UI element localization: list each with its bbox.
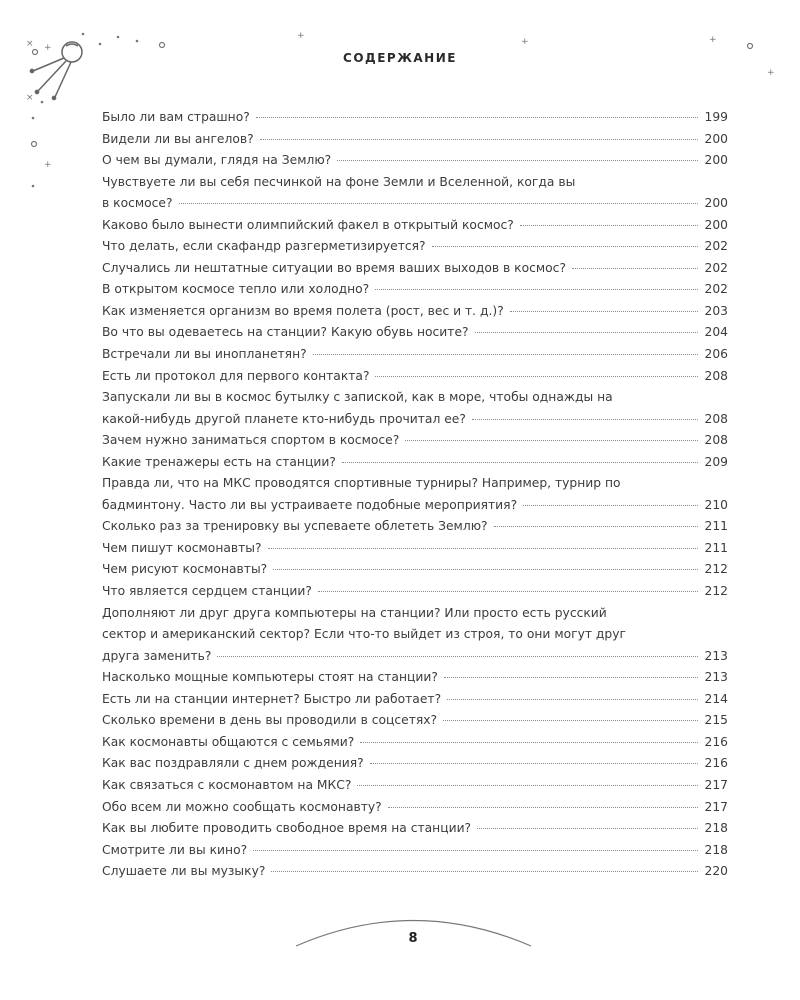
toc-entry[interactable] bbox=[102, 366, 728, 388]
toc-page-number: 203 bbox=[704, 303, 728, 318]
toc-entry-text: Чем пишут космонавты? bbox=[102, 540, 262, 555]
toc-page-number: 200 bbox=[704, 153, 728, 168]
toc-entry-text: Каково было вынести олимпийский факел в открытый космос? bbox=[102, 217, 514, 232]
toc-entry-text: Насколько мощные компьютеры стоят на станции? bbox=[102, 670, 438, 685]
dot-leader bbox=[447, 699, 698, 700]
toc-entry-text: Что делать, если скафандр разгерметизируется? bbox=[102, 239, 426, 254]
dot-leader bbox=[375, 289, 698, 290]
toc-page-number: 208 bbox=[704, 433, 728, 448]
toc-entry-text: Во что вы одеваетесь на станции? Какую обувь носите? bbox=[102, 325, 469, 340]
dot-leader bbox=[477, 828, 698, 829]
dot-leader bbox=[271, 871, 698, 872]
svg-text:×: × bbox=[26, 39, 34, 49]
toc-entry[interactable] bbox=[102, 797, 728, 819]
toc-entry-text: Чем рисуют космонавты? bbox=[102, 562, 268, 577]
toc-entry-text: Сколько времени в день вы проводили в соцсетях? bbox=[102, 713, 438, 728]
toc-entry-text: Смотрите ли вы кино? bbox=[102, 842, 248, 857]
toc-page-number: 199 bbox=[704, 110, 728, 124]
dot-leader bbox=[342, 462, 698, 463]
svg-text:+: + bbox=[709, 35, 717, 45]
toc-entry[interactable] bbox=[102, 861, 728, 883]
toc-entry-text: Чувствуете ли вы себя песчинкой на фоне Земли и Вселенной, когда вы bbox=[102, 174, 576, 189]
dot-leader bbox=[475, 332, 698, 333]
toc-entry[interactable] bbox=[102, 172, 728, 215]
dot-leader bbox=[443, 720, 698, 721]
dot-leader bbox=[405, 440, 698, 441]
toc-page-number: 202 bbox=[704, 260, 728, 275]
toc-entry[interactable] bbox=[102, 301, 728, 323]
toc-page-number: 213 bbox=[704, 648, 728, 663]
toc-entry-text: Как изменяется организм во время полета (рост, вес и т. д.)? bbox=[102, 303, 504, 318]
toc-page-number: 211 bbox=[704, 519, 728, 534]
toc-entry[interactable] bbox=[102, 538, 728, 560]
toc-entry-text: Есть ли протокол для первого контакта? bbox=[102, 368, 370, 383]
toc-entry-text: Запускали ли вы в космос бутылку с запиской, как в море, чтобы однажды на bbox=[102, 390, 613, 405]
toc-entry[interactable] bbox=[102, 818, 728, 840]
toc-entry[interactable] bbox=[102, 344, 728, 366]
toc-entry[interactable] bbox=[102, 603, 728, 668]
toc-page-number: 217 bbox=[704, 777, 728, 792]
toc-page-number: 220 bbox=[704, 864, 728, 879]
toc-entry[interactable] bbox=[102, 667, 728, 689]
toc-entry[interactable] bbox=[102, 516, 728, 538]
toc-entry-text: В открытом космосе тепло или холодно? bbox=[102, 282, 370, 297]
dot-leader bbox=[256, 117, 698, 118]
svg-text:+: + bbox=[44, 43, 52, 53]
toc-page-number: 200 bbox=[704, 131, 728, 146]
table-of-contents bbox=[102, 107, 728, 883]
dot-leader bbox=[260, 139, 698, 140]
toc-entry-text: Как вы любите проводить свободное время на станции? bbox=[102, 821, 472, 836]
toc-entry[interactable] bbox=[102, 430, 728, 452]
toc-entry[interactable] bbox=[102, 689, 728, 711]
toc-entry[interactable] bbox=[102, 473, 728, 516]
dot-leader bbox=[520, 225, 698, 226]
toc-entry[interactable] bbox=[102, 559, 728, 581]
svg-text:+: + bbox=[44, 160, 52, 170]
toc-entry[interactable] bbox=[102, 150, 728, 172]
dot-leader bbox=[217, 656, 698, 657]
dot-leader bbox=[494, 526, 698, 527]
toc-entry-text: Обо всем ли можно сообщать космонавту? bbox=[102, 799, 382, 814]
toc-entry-text: О чем вы думали, глядя на Землю? bbox=[102, 153, 332, 168]
toc-entry[interactable] bbox=[102, 710, 728, 732]
page-number: 8 bbox=[408, 931, 418, 946]
toc-page-number: 213 bbox=[704, 670, 728, 685]
toc-page-number: 208 bbox=[704, 368, 728, 383]
toc-page-number: 202 bbox=[704, 239, 728, 254]
toc-entry[interactable] bbox=[102, 215, 728, 237]
dot-leader bbox=[357, 785, 698, 786]
toc-entry-text: в космосе? bbox=[102, 196, 173, 211]
toc-page-number: 216 bbox=[704, 756, 728, 771]
dot-leader bbox=[179, 203, 698, 204]
toc-entry-text: Видели ли вы ангелов? bbox=[102, 131, 254, 146]
toc-entry-text: Как космонавты общаются с семьями? bbox=[102, 734, 355, 749]
toc-page-number: 209 bbox=[704, 454, 728, 469]
toc-entry-text: Дополняют ли друг друга компьютеры на станции? Или просто есть русский bbox=[102, 605, 607, 620]
toc-entry-text: бадминтону. Часто ли вы устраиваете подобные мероприятия? bbox=[102, 497, 518, 512]
dot-leader bbox=[375, 376, 698, 377]
toc-page-number: 218 bbox=[704, 821, 728, 836]
dot-leader bbox=[370, 763, 698, 764]
toc-entry[interactable] bbox=[102, 387, 728, 430]
toc-page-number: 210 bbox=[704, 497, 728, 512]
toc-entry[interactable] bbox=[102, 322, 728, 344]
toc-entry-text: Какие тренажеры есть на станции? bbox=[102, 454, 336, 469]
svg-text:+: + bbox=[297, 31, 305, 41]
toc-entry-text: Встречали ли вы инопланетян? bbox=[102, 347, 307, 362]
toc-page-number: 212 bbox=[704, 562, 728, 577]
dot-leader bbox=[472, 419, 698, 420]
toc-entry-text: Зачем нужно заниматься спортом в космосе? bbox=[102, 433, 400, 448]
toc-entry[interactable] bbox=[102, 279, 728, 301]
toc-entry-text: Было ли вам страшно? bbox=[102, 110, 250, 124]
dot-leader bbox=[268, 548, 698, 549]
toc-page-number: 217 bbox=[704, 799, 728, 814]
toc-entry[interactable] bbox=[102, 236, 728, 258]
svg-text:+: + bbox=[521, 37, 529, 47]
dot-leader bbox=[360, 742, 698, 743]
dot-leader bbox=[444, 677, 698, 678]
toc-entry-text: Как вас поздравляли с днем рождения? bbox=[102, 756, 364, 771]
toc-entry[interactable] bbox=[102, 258, 728, 280]
dot-leader bbox=[432, 246, 698, 247]
dot-leader bbox=[313, 354, 698, 355]
toc-entry[interactable] bbox=[102, 452, 728, 474]
toc-page-number: 208 bbox=[704, 411, 728, 426]
toc-page-number: 211 bbox=[704, 540, 728, 555]
dot-leader bbox=[337, 160, 698, 161]
dot-leader bbox=[572, 268, 698, 269]
toc-page-number: 200 bbox=[704, 196, 728, 211]
dot-leader bbox=[510, 311, 698, 312]
dot-leader bbox=[318, 591, 698, 592]
toc-entry-text: Слушаете ли вы музыку? bbox=[102, 864, 266, 879]
toc-entry-text: Случались ли нештатные ситуации во время ваших выходов в космос? bbox=[102, 260, 566, 275]
toc-entry-text: Как связаться с космонавтом на МКС? bbox=[102, 777, 352, 792]
dot-leader bbox=[388, 807, 698, 808]
svg-text:×: × bbox=[26, 93, 34, 103]
dot-leader bbox=[253, 850, 698, 851]
toc-page-number: 216 bbox=[704, 734, 728, 749]
toc-entry[interactable] bbox=[102, 581, 728, 603]
toc-page-number: 202 bbox=[704, 282, 728, 297]
toc-page-number: 200 bbox=[704, 217, 728, 232]
toc-page-number: 218 bbox=[704, 842, 728, 857]
toc-entry[interactable] bbox=[102, 840, 728, 862]
toc-entry-text: Правда ли, что на МКС проводятся спортивные турниры? Например, турнир по bbox=[102, 476, 621, 491]
toc-page-number: 212 bbox=[704, 584, 728, 599]
toc-entry-text: Что является сердцем станции? bbox=[102, 584, 312, 599]
toc-entry-text: сектор и американский сектор? Если что-то выйдет из строя, то они могут друг bbox=[102, 627, 626, 642]
toc-entry-text: Есть ли на станции интернет? Быстро ли работает? bbox=[102, 691, 442, 706]
toc-entry-text: Сколько раз за тренировку вы успеваете облететь Землю? bbox=[102, 519, 488, 534]
toc-page-number: 215 bbox=[704, 713, 728, 728]
toc-entry-text: друга заменить? bbox=[102, 648, 212, 663]
dot-leader bbox=[273, 569, 698, 570]
dot-leader bbox=[523, 505, 698, 506]
svg-text:+: + bbox=[767, 68, 775, 78]
toc-page-number: 204 bbox=[704, 325, 728, 340]
toc-entry-text: какой-нибудь другой планете кто-нибудь прочитал ее? bbox=[102, 411, 466, 426]
toc-entry[interactable] bbox=[102, 732, 728, 754]
toc-page-number: 214 bbox=[704, 691, 728, 706]
toc-entry[interactable] bbox=[102, 753, 728, 775]
toc-entry[interactable] bbox=[102, 129, 728, 151]
toc-entry[interactable] bbox=[102, 775, 728, 797]
toc-page-number: 206 bbox=[704, 347, 728, 362]
page-title: СОДЕРЖАНИЕ bbox=[343, 51, 457, 65]
toc-entry[interactable] bbox=[102, 107, 728, 129]
